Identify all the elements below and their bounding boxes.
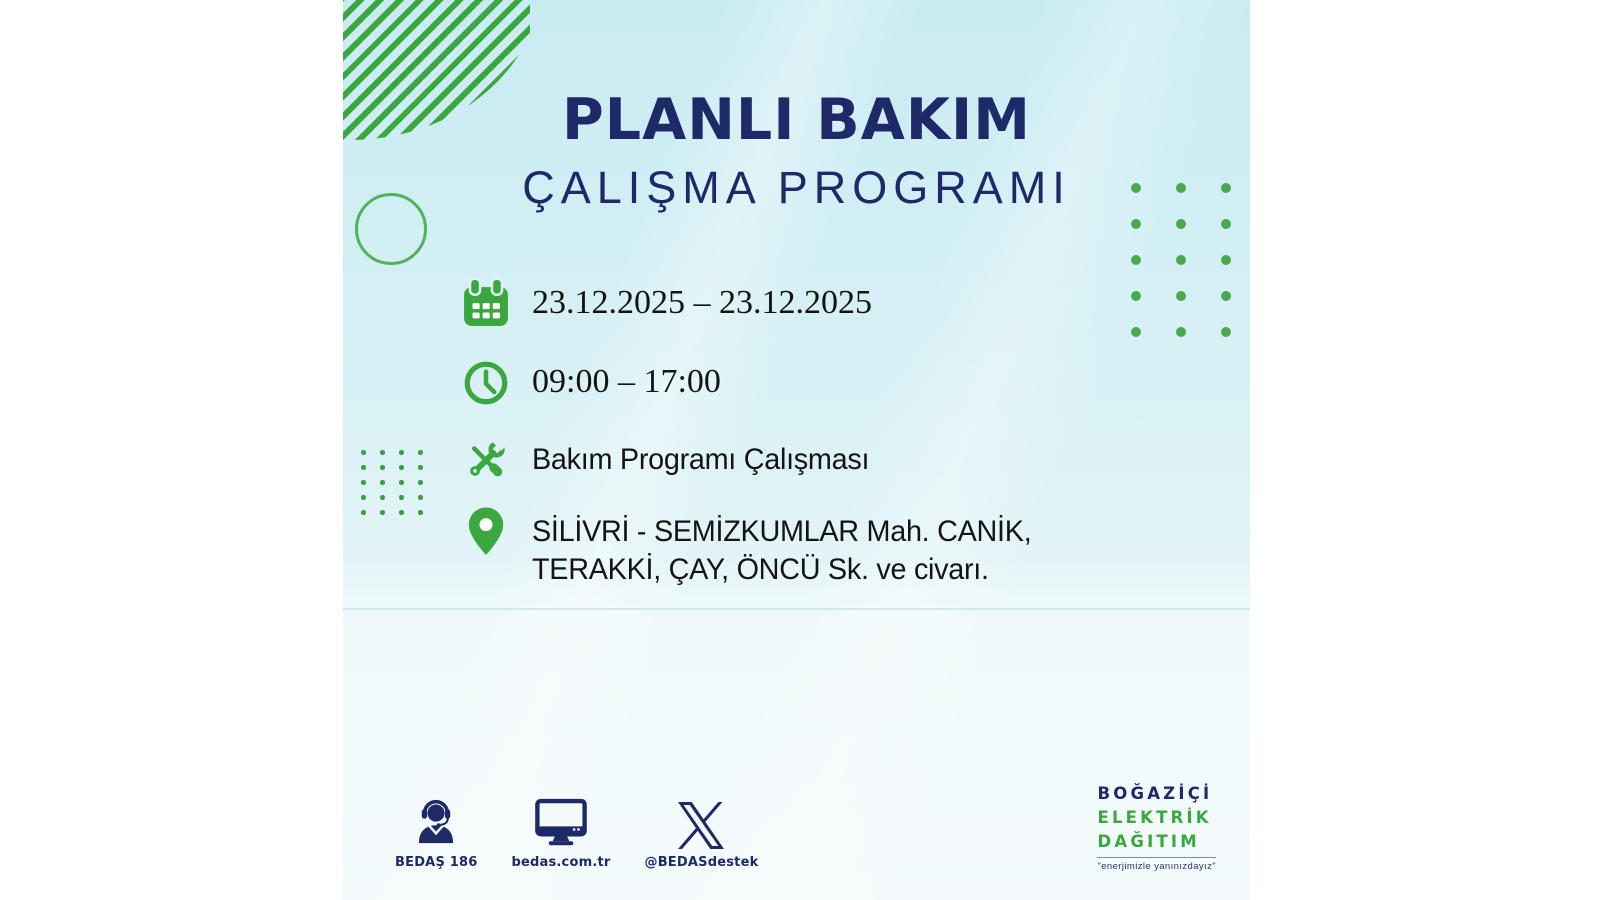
green-dot (380, 465, 385, 470)
contact-website (511, 793, 610, 870)
location-pin-icon (458, 509, 514, 565)
green-dot (380, 450, 385, 455)
green-dot (380, 510, 385, 515)
monitor-icon (533, 793, 589, 849)
green-dot (1131, 255, 1141, 265)
green-dot (418, 465, 423, 470)
green-dot (1221, 291, 1231, 301)
logo-tagline: "enerjimizle yanınızdayız" (1097, 861, 1216, 872)
green-dot (361, 495, 366, 500)
green-dot (1221, 255, 1231, 265)
logo-line-elektrik: ELEKTRİK (1097, 808, 1212, 827)
work-type-row (458, 434, 1178, 486)
green-dot (418, 480, 423, 485)
contact-x (645, 793, 759, 870)
green-dot (399, 480, 404, 485)
location-text: SİLİVRİ - SEMİZKUMLAR Mah. CANİK, TERAKKİ, ÇAY, ÖNCÜ Sk. ve civarı. (532, 515, 1032, 586)
header (343, 87, 1250, 214)
footer-contacts (395, 793, 758, 870)
green-dot (399, 450, 404, 455)
time-row (458, 355, 1178, 411)
date-row (458, 276, 1178, 332)
green-dot (1176, 255, 1186, 265)
contact-x-label: @BEDASdestek (644, 855, 759, 870)
work-type-text: Bakım Programı Çalışması (532, 443, 870, 476)
logo-line-dagitim: DAĞITIM (1097, 832, 1200, 851)
green-dot (380, 495, 385, 500)
green-dot (380, 480, 385, 485)
green-dot (1176, 219, 1186, 229)
page-title: PLANLI BAKIM (562, 87, 1031, 153)
headset-icon (410, 793, 462, 849)
green-dot (361, 450, 366, 455)
logo-line-bogazici: BOĞAZİÇİ (1097, 784, 1213, 803)
location-row (458, 509, 1178, 589)
green-dot (1221, 327, 1231, 337)
tools-icon (458, 434, 514, 486)
green-dot (418, 510, 423, 515)
green-dot (418, 495, 423, 500)
green-dot (399, 510, 404, 515)
green-dot (399, 465, 404, 470)
green-dot (418, 450, 423, 455)
green-dot (1131, 219, 1141, 229)
announcement-card (343, 0, 1250, 900)
time-range-text: 09:00 – 17:00 (532, 363, 721, 400)
company-logo (1097, 782, 1216, 872)
page-subtitle: ÇALIŞMA PROGRAMI (522, 162, 1071, 213)
info-list (458, 276, 1178, 612)
dots-grid-left (361, 450, 437, 525)
green-dot (1221, 219, 1231, 229)
x-icon (678, 793, 724, 849)
contact-phone-label: BEDAŞ 186 (395, 855, 478, 870)
calendar-icon (458, 276, 514, 332)
green-dot (399, 495, 404, 500)
contact-website-label: bedas.com.tr (511, 855, 611, 870)
green-dot (361, 465, 366, 470)
green-dot (361, 480, 366, 485)
contact-phone (395, 793, 477, 870)
date-range-text: 23.12.2025 – 23.12.2025 (532, 284, 872, 321)
logo-divider (1097, 857, 1216, 858)
green-dot (361, 510, 366, 515)
clock-icon (458, 355, 514, 411)
